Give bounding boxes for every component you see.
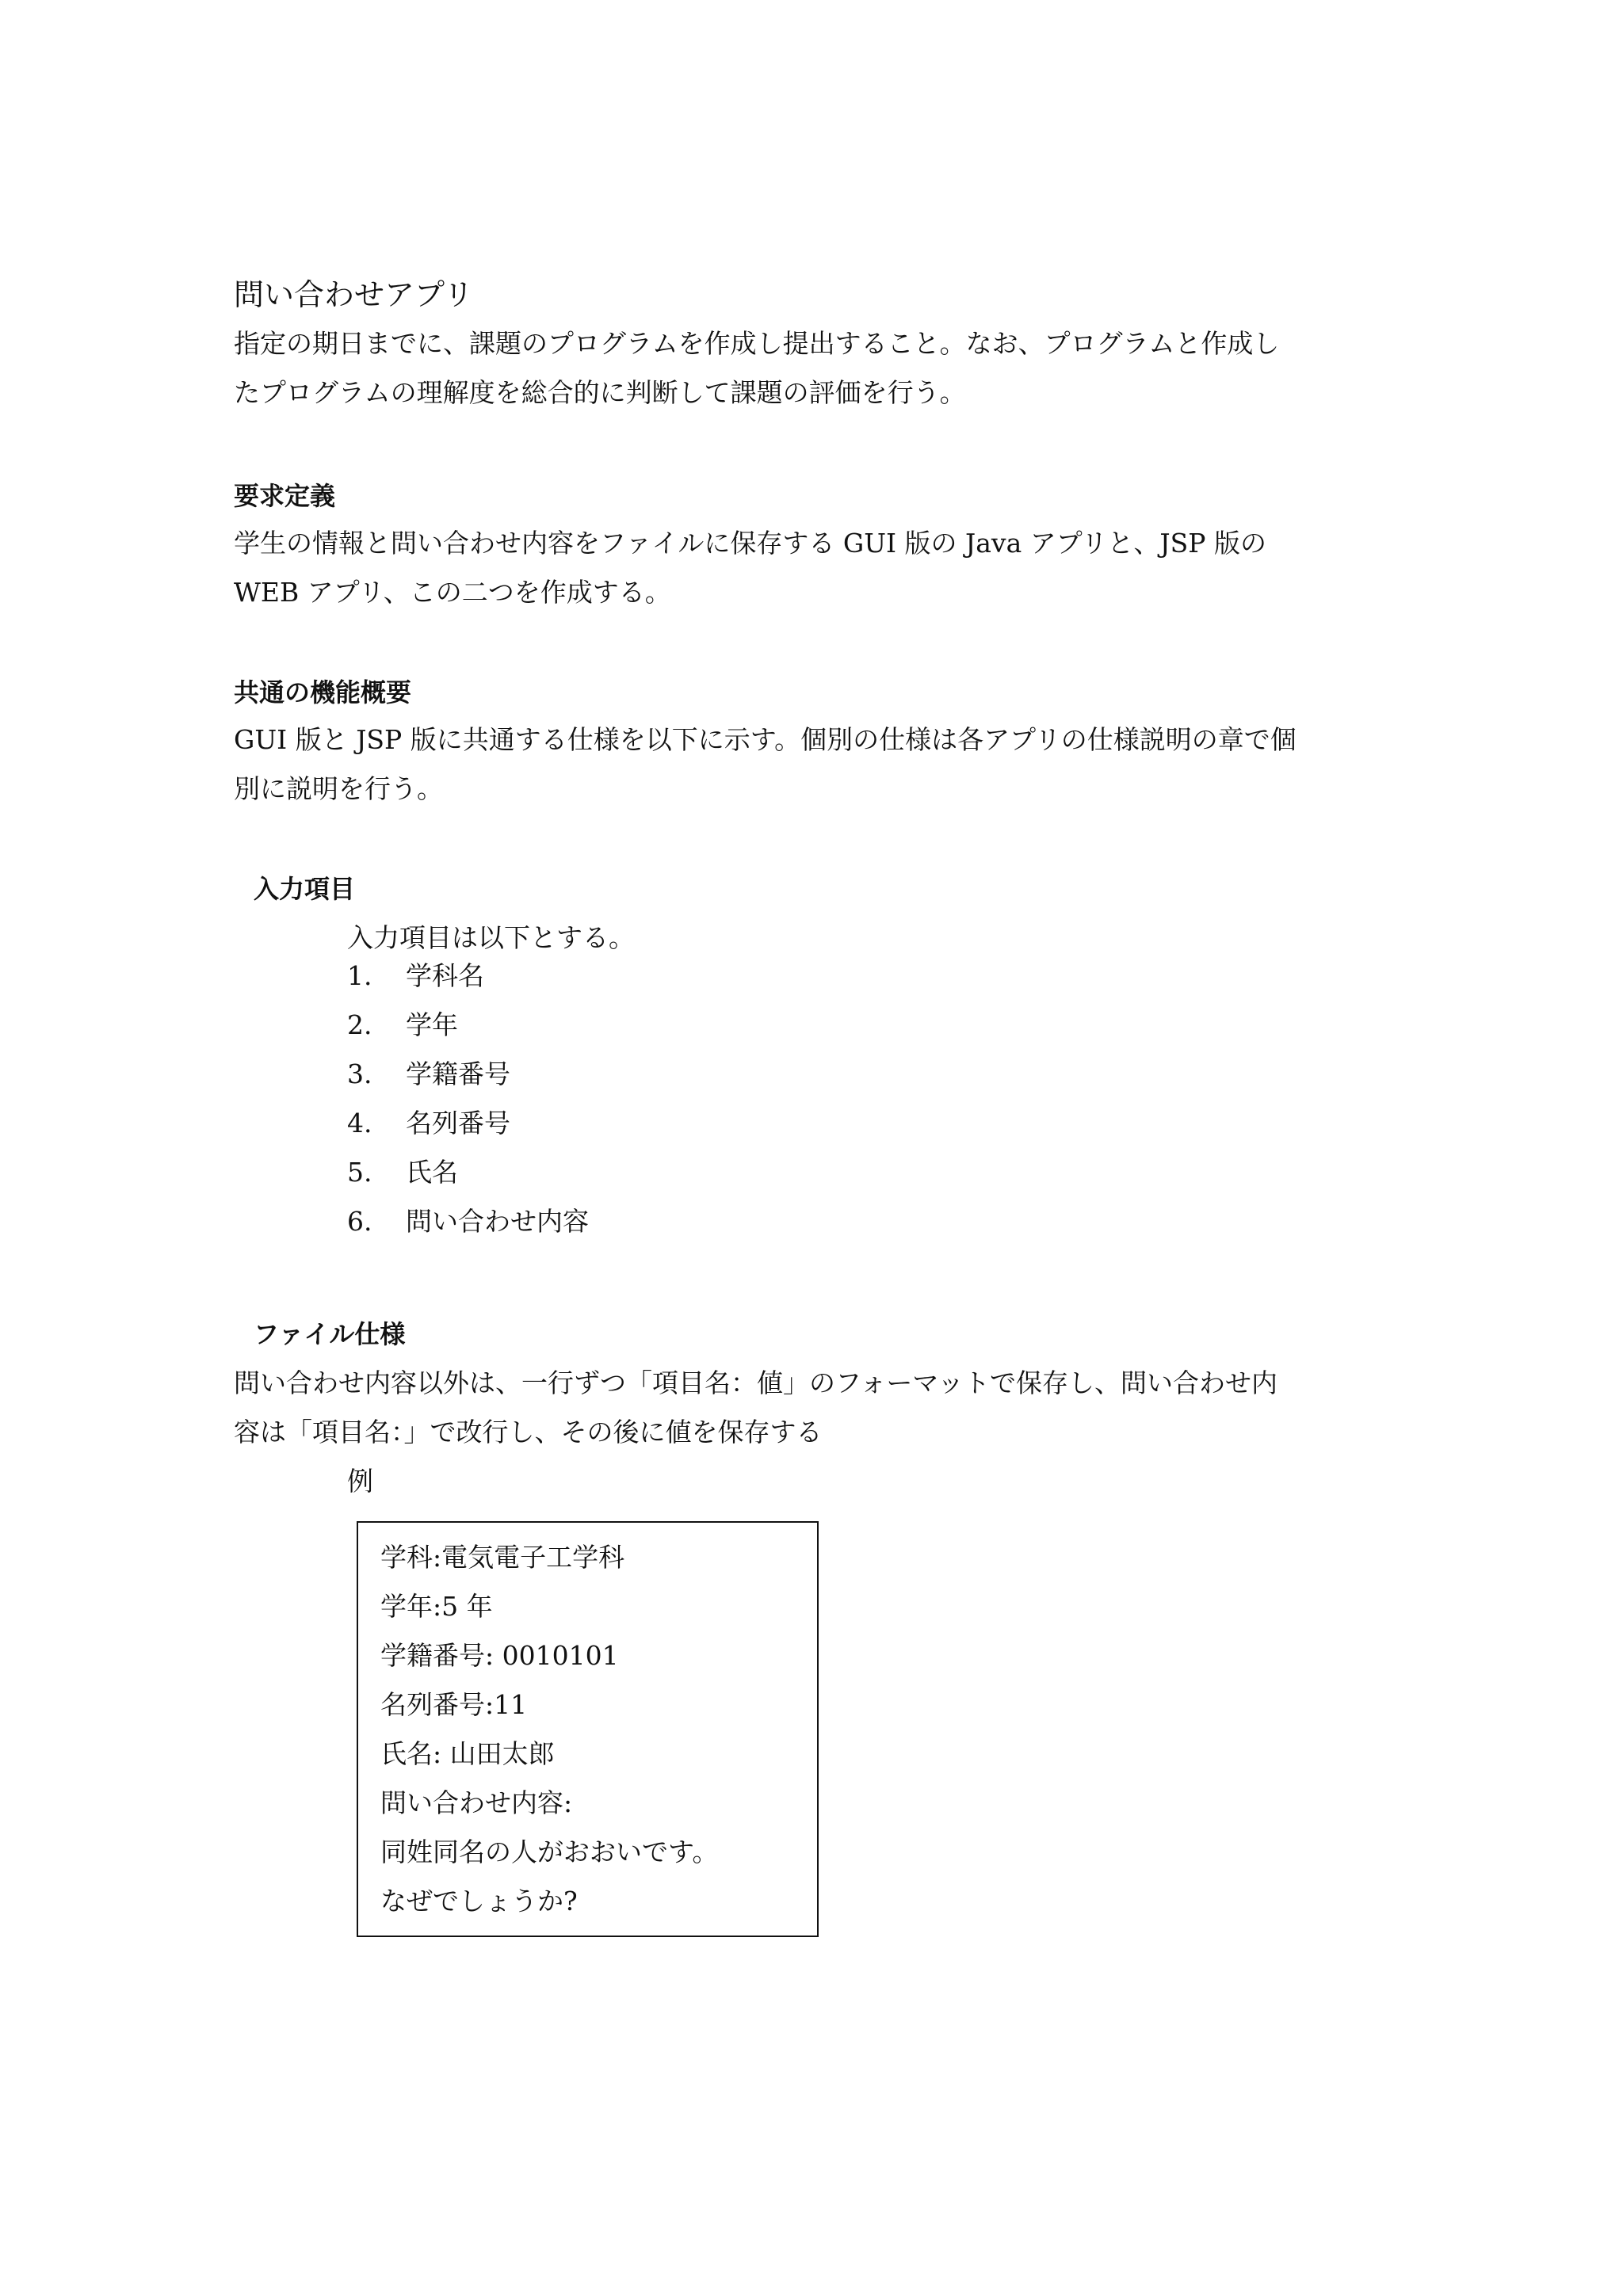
example-line: 名列番号:11 [380,1689,528,1720]
input-items-heading: 入力項目 [254,874,356,904]
requirements-line-2: WEB アプリ、この二つを作成する。 [234,577,671,608]
input-items-list [347,959,589,1253]
common-features-line-2: 別に説明を行う。 [234,773,443,804]
example-line: 学籍番号: 0010101 [380,1640,619,1671]
list-item [347,1106,589,1155]
example-line: 学科:電気電子工学科 [380,1542,625,1573]
file-spec-heading: ファイル仕様 [254,1319,406,1349]
list-item-number: 3. [347,1058,372,1089]
list-item [347,1204,589,1253]
list-item-label: 名列番号 [406,1108,510,1138]
input-items-lead: 入力項目は以下とする。 [347,922,635,953]
file-spec-line-2: 容は「項目名：」で改行し、その後に値を保存する [234,1417,823,1447]
list-item [347,1057,589,1106]
intro-line-2: たプログラムの理解度を総合的に判断して課題の評価を行う。 [234,377,966,408]
list-item-number: 1. [347,960,372,991]
requirements-heading: 要求定義 [234,481,336,511]
intro-line-1: 指定の期日までに、課題のプログラムを作成し提出すること。なお、プログラムと作成し [234,328,1280,359]
list-item-label: 問い合わせ内容 [406,1206,589,1237]
example-line: 同姓同名の人がおおいです。 [380,1836,719,1867]
example-line: 学年:5 年 [380,1591,493,1622]
example-line: 氏名: 山田太郎 [380,1738,555,1769]
list-item [347,1008,589,1057]
common-features-line-1: GUI 版と JSP 版に共通する仕様を以下に示す。個別の仕様は各アプリの仕様説明の章で個 [234,724,1296,755]
list-item-label: 氏名 [406,1157,458,1188]
example-file-box [357,1521,819,1937]
list-item [347,959,589,1008]
list-item [347,1155,589,1204]
document-title: 問い合わせアプリ [234,277,474,312]
example-label: 例 [347,1466,373,1497]
list-item-label: 学科名 [406,960,484,991]
requirements-line-1: 学生の情報と問い合わせ内容をファイルに保存する GUI 版の Java アプリと、JSP 版の [234,528,1266,559]
list-item-number: 6. [347,1206,372,1237]
list-item-label: 学年 [406,1009,458,1040]
file-spec-line-1: 問い合わせ内容以外は、一行ずつ「項目名：値」のフォーマットで保存し、問い合わせ内 [234,1367,1278,1398]
list-item-label: 学籍番号 [406,1058,510,1089]
list-item-number: 2. [347,1009,372,1040]
list-item-number: 4. [347,1108,372,1138]
list-item-number: 5. [347,1157,372,1188]
common-features-heading: 共通の機能概要 [234,677,412,707]
example-line: なぜでしょうか? [380,1886,578,1917]
example-line: 問い合わせ内容: [380,1787,573,1818]
